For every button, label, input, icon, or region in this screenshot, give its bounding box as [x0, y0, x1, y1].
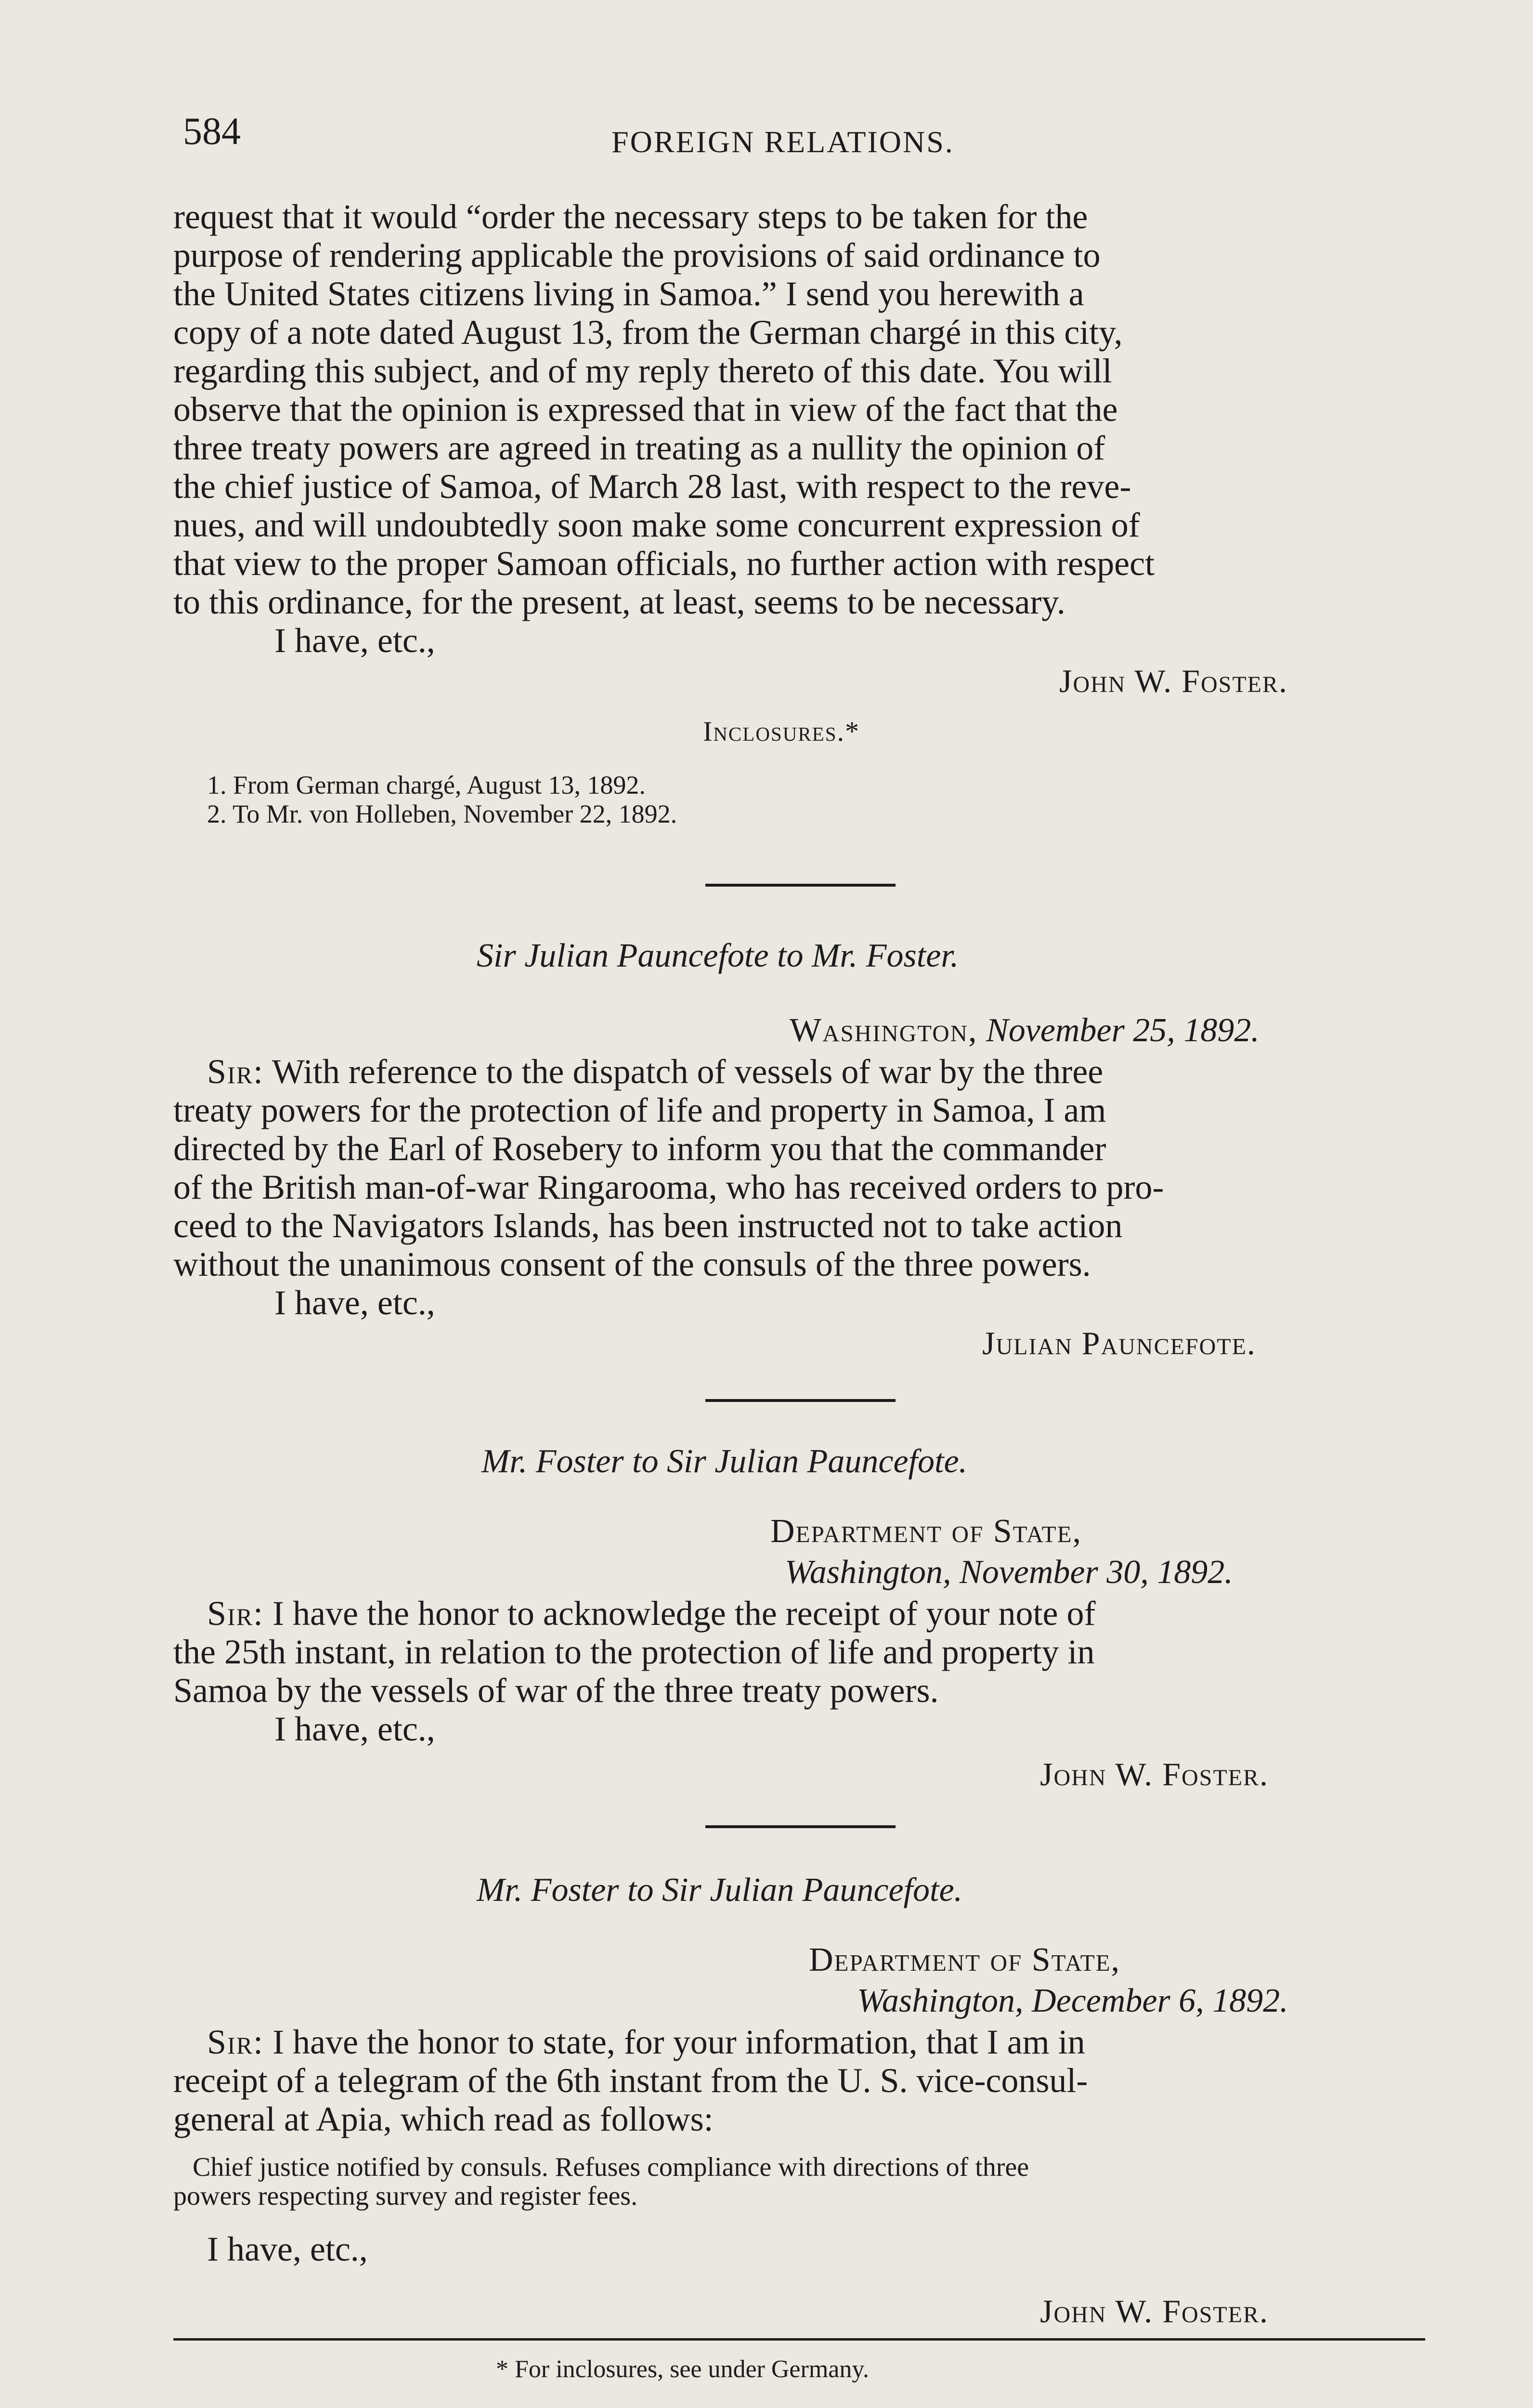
letter-heading: Mr. Foster to Sir Julian Pauncefote.: [477, 1871, 963, 1909]
telegram-line: powers respecting survey and register fees.: [173, 2181, 638, 2211]
letter-heading: Mr. Foster to Sir Julian Pauncefote.: [481, 1443, 968, 1480]
signature: John W. Foster.: [1040, 1756, 1269, 1793]
body-line: [207, 1594, 1095, 1633]
department: Department of State,: [809, 1941, 1121, 1978]
body-line: that view to the proper Samoan officials, no further action with respect: [173, 544, 1155, 583]
closing: I have, etc.,: [207, 2230, 368, 2268]
footnote: * For inclosures, see under Germany.: [496, 2356, 869, 2383]
letter-heading: Sir Julian Pauncefote to Mr. Foster.: [477, 937, 959, 974]
body-text: I have the honor to state, for your information, that I am in: [273, 2023, 1085, 2061]
dateline-place: Washington,: [790, 1012, 978, 1049]
body-line: Samoa by the vessels of war of the three treaty powers.: [173, 1671, 939, 1710]
signature: John W. Foster.: [1059, 663, 1288, 699]
dateline: Washington, November 30, 1892.: [785, 1554, 1233, 1591]
body-line: receipt of a telegram of the 6th instant from the U. S. vice-consul-: [173, 2061, 1088, 2100]
closing: I have, etc.,: [274, 621, 435, 660]
body-text: With reference to the dispatch of vessels of war by the three: [272, 1052, 1104, 1091]
body-line: regarding this subject, and of my reply thereto of this date. You will: [173, 352, 1112, 390]
salutation: Sir:: [207, 1594, 264, 1633]
body-line: without the unanimous consent of the consuls of the three powers.: [173, 1245, 1091, 1283]
section-rule: [705, 1825, 896, 1828]
dateline-date: November 25, 1892.: [986, 1012, 1260, 1049]
body-line: the chief justice of Samoa, of March 28 last, with respect to the reve-: [173, 467, 1131, 506]
signature: Julian Pauncefote.: [982, 1325, 1256, 1361]
body-line: the 25th instant, in relation to the protection of life and property in: [173, 1633, 1095, 1671]
body-line: three treaty powers are agreed in treating as a nullity the opinion of: [173, 429, 1105, 467]
signature: John W. Foster.: [1040, 2293, 1269, 2329]
body-line: copy of a note dated August 13, from the German chargé in this city,: [173, 313, 1123, 352]
inclosure-item: 2. To Mr. von Holleben, November 22, 1892.: [207, 799, 677, 828]
running-head: FOREIGN RELATIONS.: [611, 125, 954, 159]
dateline: Washington, December 6, 1892.: [857, 1982, 1288, 2019]
body-line: of the British man-of-war Ringarooma, who has received orders to pro-: [173, 1168, 1164, 1206]
telegram-line: Chief justice notified by consuls. Refuses compliance with directions of three: [193, 2152, 1029, 2182]
body-line: the United States citizens living in Samoa.” I send you herewith a: [173, 275, 1084, 313]
body-line: [207, 2023, 1085, 2061]
department: Department of State,: [770, 1513, 1082, 1550]
body-line: request that it would “order the necessary steps to be taken for the: [173, 197, 1088, 236]
inclosure-item: 1. From German chargé, August 13, 1892.: [207, 771, 646, 799]
body-line: ceed to the Navigators Islands, has been instructed not to take action: [173, 1206, 1123, 1245]
salutation: Sir:: [207, 1052, 264, 1091]
closing: I have, etc.,: [274, 1710, 435, 1748]
dateline: [790, 1011, 1260, 1050]
page-number: 584: [183, 110, 241, 153]
body-text: I have the honor to acknowledge the receipt of your note of: [273, 1594, 1096, 1633]
inclosures-heading: Inclosures.*: [703, 716, 860, 747]
section-rule: [705, 884, 896, 887]
body-line: nues, and will undoubtedly soon make some concurrent expression of: [173, 506, 1140, 544]
body-line: purpose of rendering applicable the provisions of said ordinance to: [173, 236, 1101, 275]
footnote-rule: [173, 2338, 1425, 2341]
section-rule: [705, 1399, 896, 1402]
body-line: general at Apia, which read as follows:: [173, 2100, 714, 2138]
body-line: to this ordinance, for the present, at least, seems to be necessary.: [173, 583, 1065, 621]
closing: I have, etc.,: [274, 1283, 435, 1322]
salutation: Sir:: [207, 2023, 264, 2061]
body-line: observe that the opinion is expressed that in view of the fact that the: [173, 390, 1118, 429]
body-line: [207, 1052, 1103, 1091]
body-line: directed by the Earl of Rosebery to inform you that the commander: [173, 1129, 1106, 1168]
body-line: treaty powers for the protection of life and property in Samoa, I am: [173, 1091, 1106, 1129]
